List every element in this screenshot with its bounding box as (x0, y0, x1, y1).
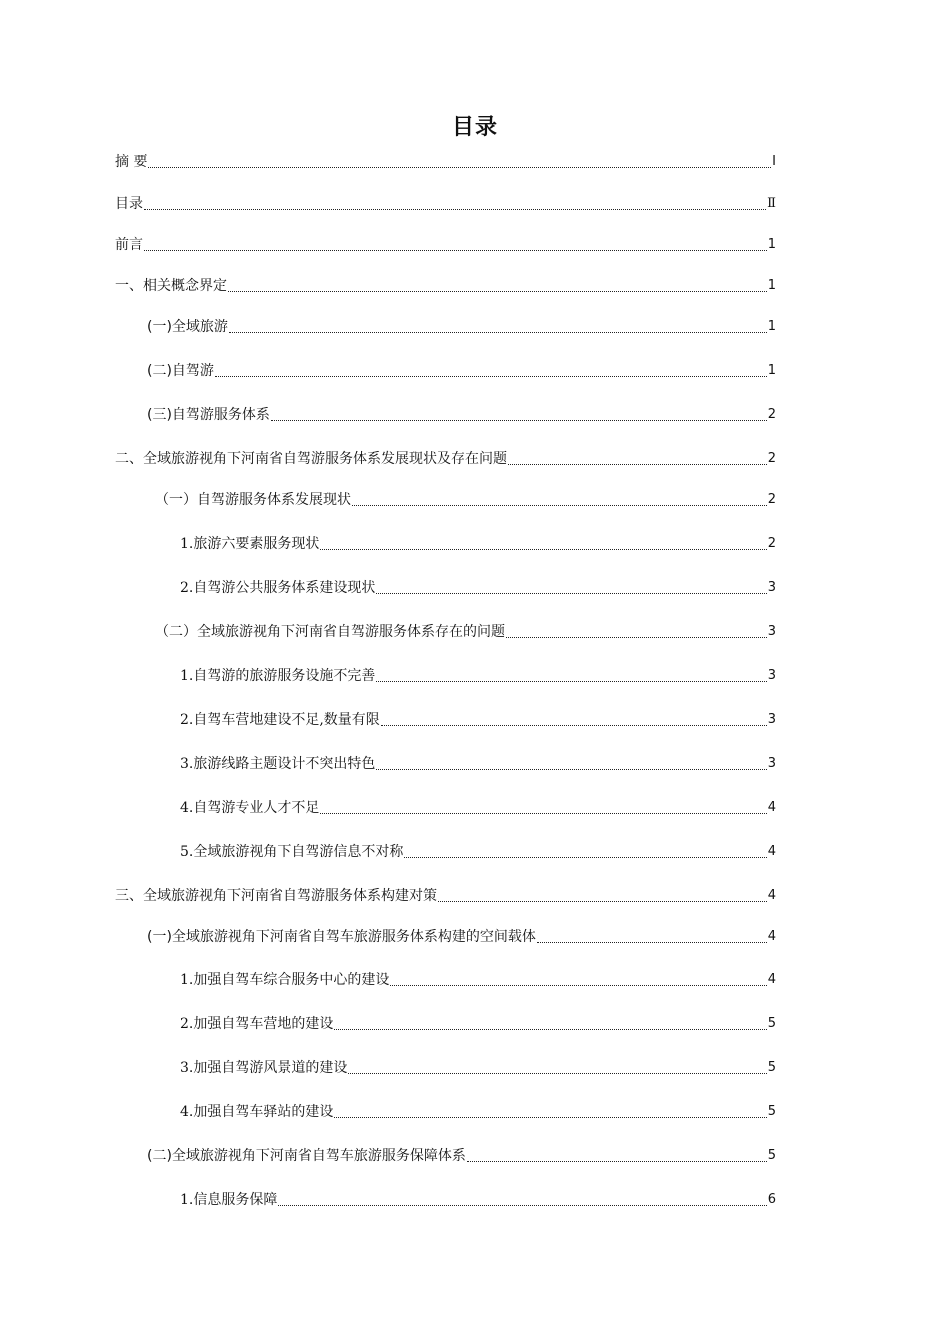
toc-entry-page: 2 (767, 492, 776, 507)
toc-entry-page: 5 (767, 1104, 776, 1119)
dot-leader (271, 420, 767, 421)
dot-leader (438, 901, 767, 902)
toc-entry-page: 5 (767, 1148, 776, 1163)
toc-entry-section-1-2[interactable] (147, 359, 776, 381)
toc-entry-label: （一）自驾游服务体系发展现状 (155, 492, 351, 508)
toc-entry-item-3-1-3[interactable] (180, 1056, 776, 1078)
toc-entry-page: 4 (767, 888, 776, 903)
toc-entry-page: 4 (767, 844, 776, 859)
toc-entry-page: Ⅱ (767, 196, 776, 211)
toc-entry-page: 2 (767, 407, 776, 422)
toc-entry-page: 4 (767, 929, 776, 944)
dot-leader (467, 1161, 767, 1162)
toc-entry-chapter-2[interactable] (115, 447, 776, 469)
toc-entry-label: 二、全域旅游视角下河南省自驾游服务体系发展现状及存在问题 (115, 451, 507, 467)
toc-entry-label: (一)全域旅游 (147, 319, 228, 335)
toc-entry-label: 2.自驾车营地建设不足,数量有限 (180, 712, 380, 728)
dot-leader (144, 250, 767, 251)
toc-entry-section-3-1[interactable] (147, 925, 776, 947)
dot-leader (348, 1073, 766, 1074)
toc-entry-section-1-3[interactable] (147, 403, 776, 425)
toc-entry-label: 4.自驾游专业人才不足 (180, 800, 320, 816)
dot-leader (508, 464, 767, 465)
dot-leader (334, 1117, 766, 1118)
toc-entry-page: 3 (767, 712, 776, 727)
dot-leader (390, 985, 766, 986)
toc-entry-item-2-2-1[interactable] (180, 664, 776, 686)
toc-entry-abstract[interactable] (115, 150, 776, 172)
toc-entry-item-3-1-2[interactable] (180, 1012, 776, 1034)
toc-entry-chapter-1[interactable] (115, 274, 776, 296)
toc-entry-page: 3 (767, 580, 776, 595)
toc-entry-page: 1 (767, 237, 776, 252)
toc-entry-label: （二）全域旅游视角下河南省自驾游服务体系存在的问题 (155, 624, 505, 640)
toc-entry-label: 3.旅游线路主题设计不突出特色 (180, 756, 376, 772)
toc-entry-page: 5 (767, 1060, 776, 1075)
toc-entry-label: 目录 (115, 196, 143, 212)
dot-leader (376, 593, 766, 594)
toc-entry-page: 3 (767, 756, 776, 771)
toc-entry-item-2-2-2[interactable] (180, 708, 776, 730)
toc-entry-label: (二)全域旅游视角下河南省自驾车旅游服务保障体系 (147, 1148, 466, 1164)
toc-entry-label: 2.自驾游公共服务体系建设现状 (180, 580, 376, 596)
toc-entry-preface[interactable] (115, 233, 776, 255)
toc-entry-item-3-1-1[interactable] (180, 968, 776, 990)
toc-entry-label: (三)自驾游服务体系 (147, 407, 270, 423)
dot-leader (334, 1029, 766, 1030)
toc-entry-label: 2.加强自驾车营地的建设 (180, 1016, 334, 1032)
toc-entry-label: 5.全域旅游视角下自驾游信息不对称 (180, 844, 404, 860)
toc-entry-section-2-2[interactable] (155, 620, 776, 642)
dot-leader (537, 942, 767, 943)
toc-entry-label: (一)全域旅游视角下河南省自驾车旅游服务体系构建的空间载体 (147, 929, 536, 945)
toc-entry-item-2-2-5[interactable] (180, 840, 776, 862)
dot-leader (144, 209, 766, 210)
toc-entry-label: 三、全域旅游视角下河南省自驾游服务体系构建对策 (115, 888, 437, 904)
dot-leader (278, 1205, 766, 1206)
page-title: 目录 (451, 115, 498, 140)
toc-entry-label: 1.加强自驾车综合服务中心的建设 (180, 972, 390, 988)
toc-entry-page: 5 (767, 1016, 776, 1031)
dot-leader (229, 332, 767, 333)
toc-entry-page: 4 (767, 972, 776, 987)
toc-entry-label: 一、相关概念界定 (115, 278, 227, 294)
toc-entry-section-1-1[interactable] (147, 315, 776, 337)
toc-entry-section-2-1[interactable] (155, 488, 776, 510)
toc-entry-page: 1 (767, 319, 776, 334)
toc-entry-label: 前言 (115, 237, 143, 253)
toc-entry-page: 3 (767, 624, 776, 639)
toc-entry-label: 1.旅游六要素服务现状 (180, 536, 320, 552)
dot-leader (352, 505, 767, 506)
toc-entry-page: 4 (767, 800, 776, 815)
dot-leader (376, 769, 766, 770)
dot-leader (506, 637, 767, 638)
dot-leader (381, 725, 767, 726)
toc-entry-page: 2 (767, 451, 776, 466)
toc-entry-label: 摘 要 (115, 154, 148, 170)
toc-entry-page: 3 (767, 668, 776, 683)
toc-entry-page: 2 (767, 536, 776, 551)
dot-leader (148, 167, 771, 168)
toc-entry-item-3-2-1[interactable] (180, 1188, 776, 1210)
toc-entry-page: 1 (767, 363, 776, 378)
toc-entry-item-3-1-4[interactable] (180, 1100, 776, 1122)
toc-entry-label: (二)自驾游 (147, 363, 214, 379)
toc-entry-page: 1 (767, 278, 776, 293)
toc-entry-item-2-1-2[interactable] (180, 576, 776, 598)
toc-entry-item-2-1-1[interactable] (180, 532, 776, 554)
dot-leader (228, 291, 767, 292)
toc-entry-page: 6 (767, 1192, 776, 1207)
toc-entry-label: 4.加强自驾车驿站的建设 (180, 1104, 334, 1120)
dot-leader (404, 857, 766, 858)
toc-entry-item-2-2-3[interactable] (180, 752, 776, 774)
toc-entry-page: I (772, 154, 776, 169)
toc-entry-chapter-3[interactable] (115, 884, 776, 906)
toc-entry-label: 3.加强自驾游风景道的建设 (180, 1060, 348, 1076)
dot-leader (320, 813, 766, 814)
toc-entry-item-2-2-4[interactable] (180, 796, 776, 818)
toc-entry-section-3-2[interactable] (147, 1144, 776, 1166)
dot-leader (320, 549, 766, 550)
toc-entry-label: 1.自驾游的旅游服务设施不完善 (180, 668, 376, 684)
dot-leader (376, 681, 766, 682)
toc-entry-contents[interactable] (115, 192, 776, 214)
dot-leader (215, 376, 767, 377)
toc-entry-label: 1.信息服务保障 (180, 1192, 278, 1208)
